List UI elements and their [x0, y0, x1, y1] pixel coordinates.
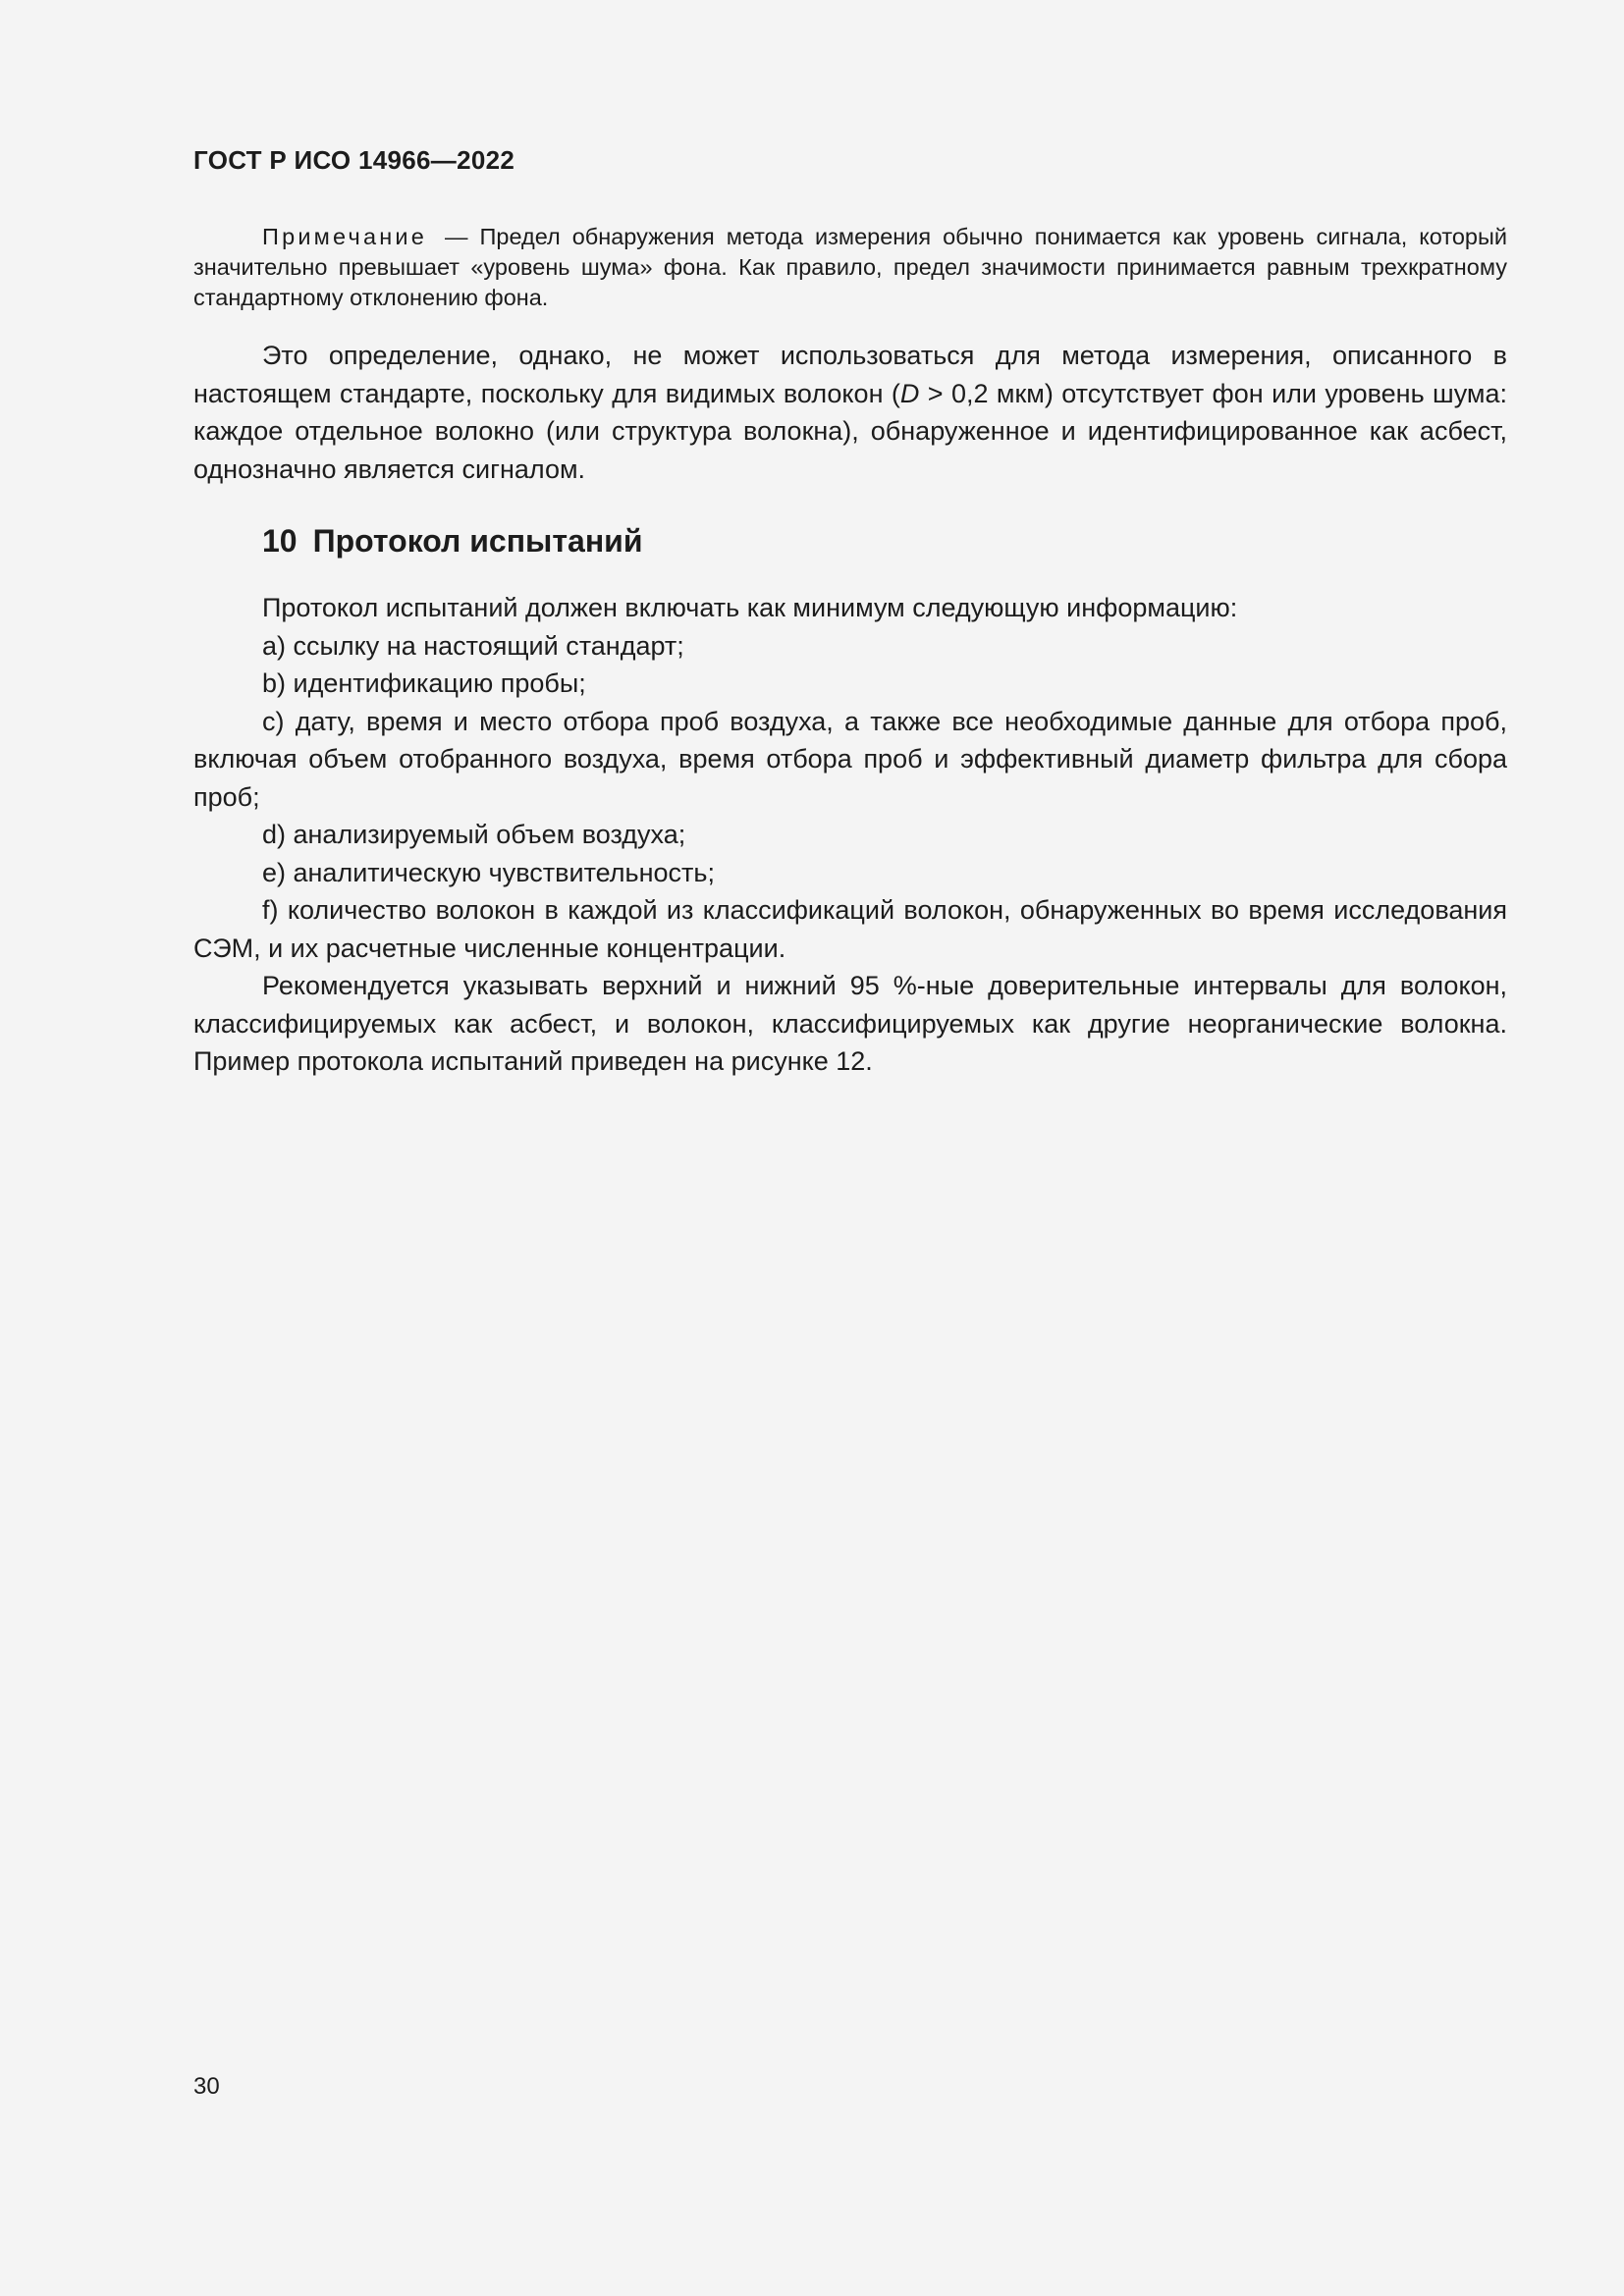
body-lead: Протокол испытаний должен включать как минимум следующую информацию:	[262, 593, 1238, 622]
section-number: 10	[262, 523, 298, 559]
list-item-a: a) ссылку на настоящий стандарт;	[262, 630, 684, 661]
page-number: 30	[193, 2073, 220, 2100]
list-item-c: c) дату, время и место отбора проб воздуха, а также все необходимые данные для отбора проб, включая объем отобранного воздуха, время отбора проб и эффективный диаметр фильтра для сбора проб;	[193, 706, 1507, 812]
section-heading	[262, 523, 643, 560]
body-closing: Рекомендуется указывать верхний и нижний 95 %-ные доверительные интервалы для волокон, классифицируемых как асбест, и волокон, классифицируемых как другие неорганические волокна. Пример протокола испытаний приведен на рисунке 12.	[193, 971, 1507, 1076]
note-text: — Предел обнаружения метода измерения обычно понимается как уровень сигнала, который значительно превышает «уровень шума» фона. Как правило, предел значимости принимается равным трехкратному стандартному отклонению фона.	[193, 224, 1507, 310]
note-paragraph	[193, 222, 1507, 313]
section-title: Протокол испытаний	[312, 523, 643, 559]
list-item-d: d) анализируемый объем воздуха;	[262, 820, 686, 849]
diameter-symbol: D	[899, 378, 920, 408]
list-item-f: f) количество волокон в каждой из классификаций волокон, обнаруженных во время исследования СЭМ, и их расчетные численные концентрации.	[193, 895, 1507, 963]
note-label: Примечание	[262, 224, 428, 249]
section-body	[193, 589, 1507, 1081]
running-header: ГОСТ Р ИСО 14966—2022	[193, 145, 515, 175]
list-item-b: b) идентификацию пробы;	[262, 668, 586, 698]
list-item-e: e) аналитическую чувствительность;	[262, 857, 715, 887]
intro-text-1: Это определение, однако, не может использоваться для метода измерения, описанного в настоящем стандарте, поскольку для видимых волокон (	[193, 341, 1507, 408]
intro-text-2: > 0,2 мкм) отсутствует фон или уровень шума: каждое отдельное волокно (или структура волокна), обнаруженное и идентифицированное как асбест, однозначно является сигналом.	[193, 378, 1507, 484]
intro-paragraph	[193, 337, 1507, 488]
